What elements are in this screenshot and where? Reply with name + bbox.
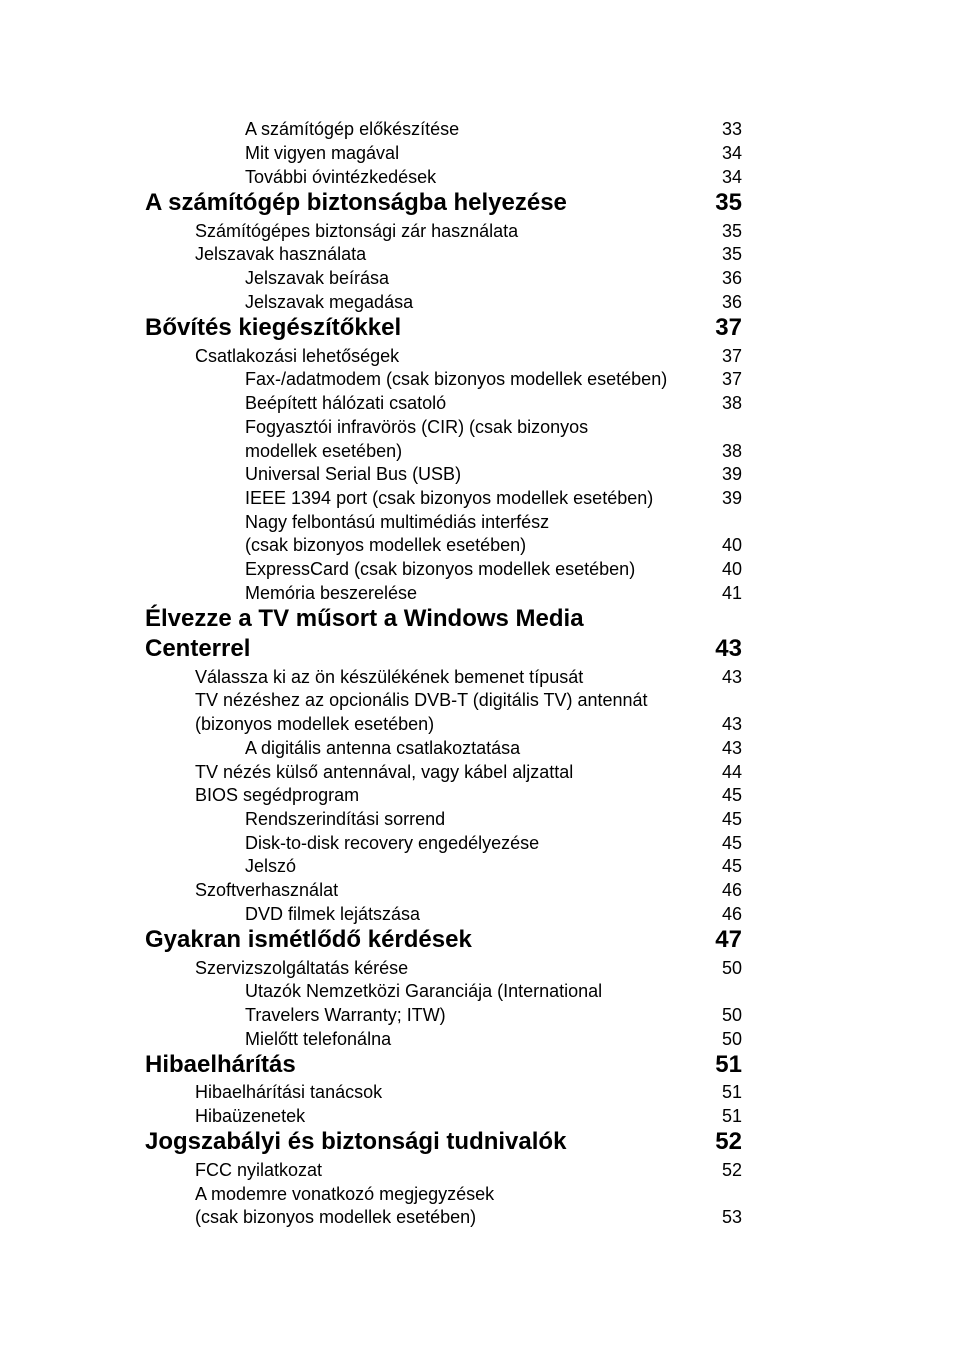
toc-page-number: 43	[721, 667, 742, 687]
toc-entry-row	[0, 689, 954, 711]
toc-entry-title: Beépített hálózati csatoló	[245, 393, 447, 413]
toc-page-number: 35	[721, 244, 742, 264]
toc-entry-row	[0, 713, 954, 735]
toc-entry-title: TV nézés külső antennával, vagy kábel aljzattal	[195, 762, 574, 782]
toc-page-number: 37	[715, 314, 742, 341]
toc-chapter-row	[0, 189, 954, 217]
toc-entry-title: Számítógépes biztonsági zár használata	[195, 221, 519, 241]
toc-entry-title: Jelszó	[245, 856, 297, 876]
toc-entry-row	[0, 166, 954, 188]
toc-page-number: 39	[721, 488, 742, 508]
toc-entry-row	[0, 1159, 954, 1181]
toc-entry-row	[0, 879, 954, 901]
toc-entry-title: FCC nyilatkozat	[195, 1160, 323, 1180]
toc-entry-row	[0, 855, 954, 877]
toc-entry-title: Válassza ki az ön készülékének bemenet típusát	[195, 667, 584, 687]
toc-page-number: 51	[715, 1051, 742, 1078]
toc-entry-row	[0, 368, 954, 390]
toc-entry-title: (csak bizonyos modellek esetében)	[195, 1207, 477, 1227]
toc-entry-row	[0, 1105, 954, 1127]
toc-entry-row	[0, 345, 954, 367]
toc-entry-row	[0, 666, 954, 688]
toc-entry-row	[0, 142, 954, 164]
toc-page-number: 37	[721, 369, 742, 389]
toc-entry-title: Hibaelhárítás	[145, 1051, 296, 1078]
toc-page-number: 45	[721, 809, 742, 829]
toc-entry-title: Jogszabályi és biztonsági tudnivalók	[145, 1128, 567, 1155]
toc-page-number: 40	[721, 559, 742, 579]
toc-page-number: 36	[721, 292, 742, 312]
toc-page-number: 43	[721, 714, 742, 734]
toc-entry-title: Mit vigyen magával	[245, 143, 400, 163]
toc-entry-title: Gyakran ismétlődő kérdések	[145, 926, 472, 953]
toc-entry-title: TV nézéshez az opcionális DVB-T (digitális TV) antennát	[195, 690, 648, 710]
toc-entry-title: A digitális antenna csatlakoztatása	[245, 738, 521, 758]
toc-entry-row	[0, 416, 954, 438]
toc-chapter-row	[0, 926, 954, 954]
toc-entry-title: A modemre vonatkozó megjegyzések	[195, 1184, 495, 1204]
toc-page-number: 51	[721, 1106, 742, 1126]
toc-entry-title: Fax-/adatmodem (csak bizonyos modellek esetében)	[245, 369, 668, 389]
toc-entry-title: (bizonyos modellek esetében)	[195, 714, 435, 734]
toc-entry-row	[0, 1028, 954, 1050]
toc-page-number: 39	[721, 464, 742, 484]
toc-entry-row	[0, 558, 954, 580]
toc-entry-row	[0, 463, 954, 485]
toc-page-number: 50	[721, 1005, 742, 1025]
toc-entry-title: Memória beszerelése	[245, 583, 418, 603]
toc-entry-title: BIOS segédprogram	[195, 785, 360, 805]
toc-entry-row	[0, 440, 954, 462]
toc-entry-row	[0, 487, 954, 509]
toc-page-number: 46	[721, 904, 742, 924]
toc-entry-title: Jelszavak beírása	[245, 268, 390, 288]
toc-entry-row	[0, 243, 954, 265]
toc-page-number: 43	[721, 738, 742, 758]
toc-page-number: 33	[721, 119, 742, 139]
toc-entry-title: DVD filmek lejátszása	[245, 904, 421, 924]
toc-entry-title: További óvintézkedések	[245, 167, 437, 187]
toc-page-number: 46	[721, 880, 742, 900]
toc-entry-title: Csatlakozási lehetőségek	[195, 346, 400, 366]
toc-page-number: 45	[721, 833, 742, 853]
toc-page-number: 37	[721, 346, 742, 366]
toc-page-number: 35	[715, 189, 742, 216]
toc-entry-row	[0, 582, 954, 604]
toc-entry-title: Travelers Warranty; ITW)	[245, 1005, 446, 1025]
toc-entry-row	[0, 980, 954, 1002]
toc-entry-title: Universal Serial Bus (USB)	[245, 464, 462, 484]
toc-entry-title: IEEE 1394 port (csak bizonyos modellek esetében)	[245, 488, 654, 508]
toc-entry-title: Centerrel	[145, 635, 251, 662]
toc-chapter-row	[0, 635, 954, 663]
toc-entry-row	[0, 808, 954, 830]
toc-entry-title: Utazók Nemzetközi Garanciája (International	[245, 981, 603, 1001]
toc-entry-row	[0, 1004, 954, 1026]
toc-page-number: 51	[721, 1082, 742, 1102]
toc-page-number: 52	[715, 1128, 742, 1155]
toc-chapter-row	[0, 314, 954, 342]
toc-entry-title: A számítógép biztonságba helyezése	[145, 189, 567, 216]
toc-entry-title: modellek esetében)	[245, 441, 403, 461]
toc-entry-title: Nagy felbontású multimédiás interfész	[245, 512, 550, 532]
toc-entry-row	[0, 784, 954, 806]
toc-page-number: 38	[721, 393, 742, 413]
toc-page-number: 45	[721, 785, 742, 805]
toc-entry-row	[0, 903, 954, 925]
toc-entry-title: Jelszavak használata	[195, 244, 367, 264]
toc-page-number: 40	[721, 535, 742, 555]
toc-entry-title: Hibaüzenetek	[195, 1106, 306, 1126]
toc-entry-row	[0, 392, 954, 414]
toc-page-number: 53	[721, 1207, 742, 1227]
toc-chapter-row	[0, 1128, 954, 1156]
toc-entry-row	[0, 267, 954, 289]
toc-entry-row	[0, 220, 954, 242]
toc-entry-row	[0, 534, 954, 556]
toc-entry-title: A számítógép előkészítése	[245, 119, 460, 139]
toc-entry-title: Élvezze a TV műsort a Windows Media	[145, 605, 584, 632]
toc-entry-row	[0, 1183, 954, 1205]
toc-page-number: 45	[721, 856, 742, 876]
toc-page-number: 34	[721, 143, 742, 163]
toc-entry-title: Hibaelhárítási tanácsok	[195, 1082, 383, 1102]
toc-entry-title: Disk-to-disk recovery engedélyezése	[245, 833, 540, 853]
toc-entry-title: Jelszavak megadása	[245, 292, 414, 312]
toc-entry-row	[0, 761, 954, 783]
toc-chapter-row	[0, 605, 954, 633]
toc-entry-row	[0, 118, 954, 140]
toc-page-number: 38	[721, 441, 742, 461]
toc-entry-row	[0, 1081, 954, 1103]
toc-page-number: 47	[715, 926, 742, 953]
toc-entry-row	[0, 832, 954, 854]
toc-entry-row	[0, 511, 954, 533]
toc-entry-title: Bővítés kiegészítőkkel	[145, 314, 402, 341]
toc-page-number: 34	[721, 167, 742, 187]
toc-entry-title: ExpressCard (csak bizonyos modellek esetében)	[245, 559, 636, 579]
toc-entry-row	[0, 291, 954, 313]
toc-page-number: 44	[721, 762, 742, 782]
toc-page-number: 50	[721, 1029, 742, 1049]
toc-entry-title: Szoftverhasználat	[195, 880, 339, 900]
toc-page-number: 50	[721, 958, 742, 978]
toc-page-number: 52	[721, 1160, 742, 1180]
toc-chapter-row	[0, 1051, 954, 1079]
toc-page-number: 36	[721, 268, 742, 288]
toc-entry-row	[0, 1206, 954, 1228]
toc-entry-title: Szervizszolgáltatás kérése	[195, 958, 409, 978]
toc-entry-row	[0, 737, 954, 759]
toc-page-number: 35	[721, 221, 742, 241]
toc-page-number: 41	[721, 583, 742, 603]
toc-entry-title: Rendszerindítási sorrend	[245, 809, 446, 829]
toc-entry-row	[0, 957, 954, 979]
toc-entry-title: Mielőtt telefonálna	[245, 1029, 392, 1049]
toc-entry-title: Fogyasztói infravörös (CIR) (csak bizonyos	[245, 417, 589, 437]
toc-page-number: 43	[715, 635, 742, 662]
toc-entry-title: (csak bizonyos modellek esetében)	[245, 535, 527, 555]
